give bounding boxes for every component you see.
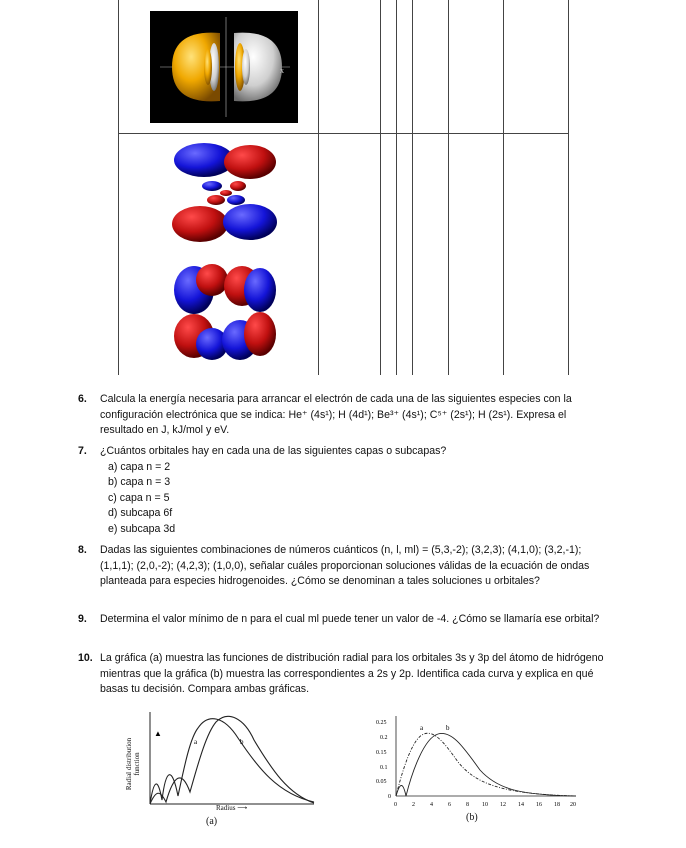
xlabel-text: Radius xyxy=(216,804,236,812)
y-tick: 0.25 xyxy=(376,720,387,726)
table-column-divider xyxy=(412,0,413,375)
curve-a-label: a xyxy=(420,724,424,732)
table-column-divider xyxy=(448,0,449,375)
x-tick: 20 xyxy=(570,802,576,808)
orbital-d-render-1 xyxy=(168,140,280,245)
question-number: 9. xyxy=(78,613,87,625)
curve-a-label: a xyxy=(194,738,198,746)
orbital-3d-render xyxy=(150,11,298,123)
question-text: La gráfica (a) muestra las funciones de distribución radial para los orbitales 3s y 3p del átomo de hidrógeno mientras que la gráfica (b) muestra las correspondientes a 2s y 2p. Identifica cada curva y explica en qué basas tu decisión. Compara ambas gráficas. xyxy=(100,652,604,696)
y-tick: 0.1 xyxy=(380,765,388,771)
ylabel-line2: function xyxy=(133,752,141,776)
list-item: d) subcapa 6f xyxy=(108,507,173,520)
table-column-divider xyxy=(318,0,319,375)
curve-a xyxy=(150,719,314,804)
question-7 xyxy=(78,444,610,538)
y-tick: 0.15 xyxy=(376,750,387,756)
graph-b-y-ticks xyxy=(376,720,391,800)
y-tick: 0 xyxy=(388,794,391,800)
x-tick: 6 xyxy=(448,802,451,808)
curve-b-label: b xyxy=(240,738,244,746)
graph-b-plot xyxy=(372,712,582,816)
question-text: Calcula la energía necesaria para arrancar el electrón de cada una de las siguientes especies con la configuración electrónica que se indica: He⁺ (4s¹); H (4d¹); Be³⁺ (4s¹); C⁵⁺ (2s¹); H (2s¹). Expresa el resultado en J, kJ/mol y eV. xyxy=(100,393,572,437)
table-column-divider xyxy=(396,0,397,375)
question-number: 10. xyxy=(78,652,93,664)
list-item: a) capa n = 2 xyxy=(108,460,171,473)
x-tick: 18 xyxy=(554,802,560,808)
graph-a-ylabel xyxy=(108,728,158,798)
graph-b-x-ticks xyxy=(394,802,576,808)
list-item: c) capa n = 5 xyxy=(108,491,170,504)
y-tick: 0.2 xyxy=(380,735,388,741)
graph-b xyxy=(372,712,582,828)
table-column-divider xyxy=(380,0,381,375)
x-tick: 0 xyxy=(394,802,397,808)
question-10 xyxy=(78,651,610,698)
orbital-d-render-2 xyxy=(172,262,278,362)
orbital-table xyxy=(0,0,686,378)
graph-a xyxy=(125,708,318,828)
question-text: Dadas las siguientes combinaciones de números cuánticos (n, l, ml) = (5,3,-2); (3,2,3); (4,1,0); (3,2,-1); (1,1,1); (2,0,-2); (4,2,3); (1,0,0), señalar cuáles proporcionan soluciones válidas de la ecuación de ondas planteada para especies hidrogenoides. ¿Cómo se denominan a tales soluciones u orbitales? xyxy=(100,544,590,588)
table-row-divider xyxy=(118,133,568,134)
graph-b-caption: (b) xyxy=(466,812,478,823)
table-border-left xyxy=(118,0,119,375)
y-tick: 0.05 xyxy=(376,779,387,785)
x-tick: 14 xyxy=(518,802,524,808)
curve-a xyxy=(396,733,576,796)
x-tick: 16 xyxy=(536,802,542,808)
question-text: ¿Cuántos orbitales hay en cada una de las siguientes capas o subcapas? xyxy=(100,445,447,457)
up-arrow-icon: ▲ xyxy=(154,729,162,738)
question-number: 6. xyxy=(78,393,87,405)
x-tick: 4 xyxy=(430,802,433,808)
list-item: b) capa n = 3 xyxy=(108,476,171,489)
table-border-right xyxy=(568,0,569,375)
x-tick: 10 xyxy=(482,802,488,808)
list-item: e) subcapa 3d xyxy=(108,522,176,535)
x-tick: 12 xyxy=(500,802,506,808)
question-8 xyxy=(78,543,610,590)
question-text: Determina el valor mínimo de n para el cual ml puede tener un valor de -4. ¿Cómo se llamaría ese orbital? xyxy=(100,613,600,625)
question-9 xyxy=(78,612,610,628)
curve-b-label: b xyxy=(446,724,450,732)
curve-b xyxy=(396,733,576,796)
question-number: 7. xyxy=(78,445,87,457)
ylabel-line1: Radial distribution xyxy=(125,737,133,791)
right-arrow-icon: ⟶ xyxy=(237,804,248,812)
table-column-divider xyxy=(503,0,504,375)
x-tick: 8 xyxy=(466,802,469,808)
graph-a-caption: (a) xyxy=(206,816,218,827)
graph-a-xlabel xyxy=(216,804,247,812)
question-number: 8. xyxy=(78,544,87,556)
x-tick: 2 xyxy=(412,802,415,808)
axis-label-x: x xyxy=(280,66,284,75)
question-6 xyxy=(78,392,610,439)
